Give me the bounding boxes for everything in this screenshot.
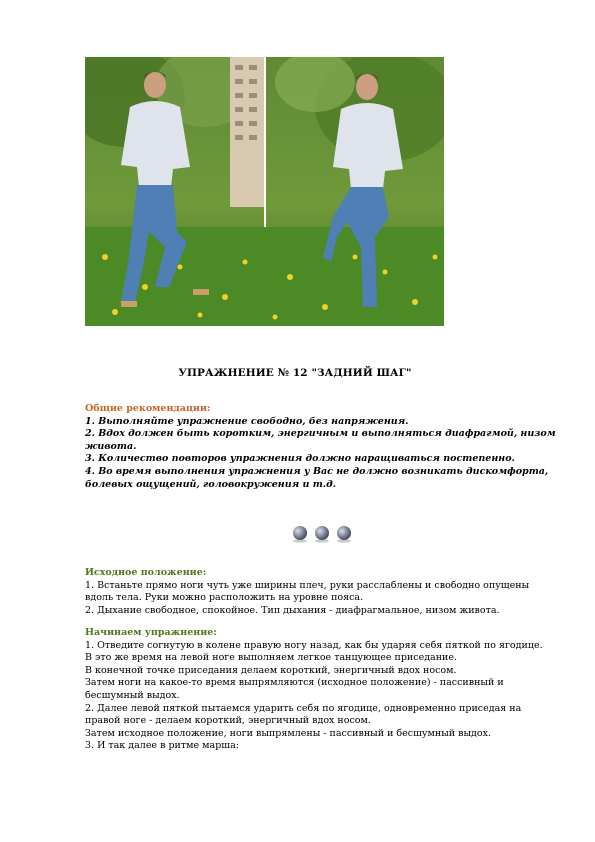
exercise-line: 2. Далее левой пяткой пытаемся ударить себя по ягодице, одновременно приседая на — [85, 702, 522, 714]
recommendation-item-2: 2. Вдох должен быть коротким, энергичным и выполняться диафрагмой, низом живота. — [85, 428, 556, 452]
exercise-line: правой ноге - делаем короткий, энергичный вдох носом. — [85, 715, 371, 727]
exercise-line: бесшумный выдох. — [85, 689, 180, 701]
exercise-title: УПРАЖНЕНИЕ № 12 "ЗАДНИЙ ШАГ" — [178, 367, 412, 379]
recommendation-item-1: 1. Выполняйте упражнение свободно, без напряжения. — [85, 415, 409, 427]
start-line: 2. Дыхание свободное, спокойное. Тип дыхания - диафрагмальное, низом живота. — [85, 604, 500, 616]
exercise-line: Затем ноги на какое-то время выпрямляются (исходное положение) - пассивный и — [85, 677, 504, 689]
general-heading: Общие рекомендации: — [85, 403, 211, 414]
exercise-steps — [85, 627, 543, 753]
exercise-line: 1. Отведите согнутую в колене правую ногу назад, как бы ударяя себя пяткой по ягодице. — [85, 639, 543, 651]
exercise-line: 3. И так далее в ритме марша: — [85, 740, 239, 752]
start-heading: Исходное положение: — [85, 567, 207, 578]
starting-position — [85, 567, 530, 617]
dot-2 — [315, 526, 329, 540]
exercise-line: В конечной точке приседания делаем короткий, энергичный вдох носом. — [85, 664, 457, 676]
exercise-line: Затем исходное положение, ноги выпрямлены - пассивный и бесшумный выдох. — [85, 727, 492, 739]
recommendation-item-4: 4. Во время выполнения упражнения у Вас не должно возникать дискомфорта, болевых ощущений, головокружения и т.д. — [85, 465, 549, 490]
exercise-heading: Начинаем упражнение: — [85, 627, 217, 638]
start-line: вдоль тела. Руки можно расположить на уровне пояса. — [85, 592, 364, 604]
dot-1 — [293, 526, 307, 540]
recommendation-item-3: 3. Количество повторов упражнения должно наращиваться постепенно. — [85, 453, 515, 465]
start-line: 1. Встаньте прямо ноги чуть уже ширины плеч, руки расслаблены и свободно опущены — [85, 579, 530, 591]
dots-separator — [291, 525, 353, 543]
general-recommendations — [85, 403, 556, 491]
dot-3 — [337, 526, 351, 540]
exercise-photo — [85, 57, 444, 326]
exercise-line: В это же время на левой ноге выполняем легкое танцующее приседание. — [85, 652, 458, 664]
